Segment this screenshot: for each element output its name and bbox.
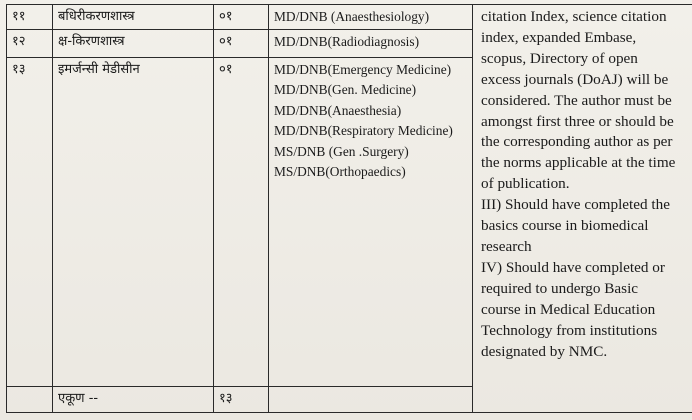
criteria-line: considered. The author must be xyxy=(481,91,672,109)
criteria-line: Technology from institutions xyxy=(481,321,658,339)
serial-number-cell xyxy=(7,386,53,412)
total-seats-cell: १३ xyxy=(214,386,269,412)
criteria-line: basics course in biomedical xyxy=(481,217,649,235)
total-label-cell: एकूण -- xyxy=(53,386,214,412)
qualification-text: MD/DNB(Respiratory Medicine) xyxy=(274,123,453,138)
qualification-text: MD/DNB(Radiodiagnosis) xyxy=(274,33,420,49)
criteria-line: designated by NMC. xyxy=(481,342,608,360)
qualification-text: MD/DNB(Gen. Medicine) xyxy=(274,82,417,97)
qualification-text: MS/DNB(Orthopaedics) xyxy=(274,164,406,179)
seats-cell: ०१ xyxy=(214,57,269,386)
criteria-line: scopus, Directory of open xyxy=(481,49,638,67)
subject-cell: बधिरीकरणशास्त्र xyxy=(53,5,214,30)
seats-cell: ०१ xyxy=(214,29,269,57)
criteria-line: of publication. xyxy=(481,175,570,193)
qualification-text: MD/DNB (Anaesthesiology) xyxy=(274,9,430,24)
criteria-line: the norms applicable at the time xyxy=(481,154,676,172)
criteria-line: research xyxy=(481,237,532,255)
criteria-line: III) Should have completed the xyxy=(481,196,670,214)
subject-cell: क्ष-किरणशास्त्र xyxy=(53,29,214,57)
seat-matrix-table xyxy=(6,4,692,413)
criteria-line: IV) Should have completed or xyxy=(481,258,665,276)
qualification-text: MD/DNB(Emergency Medicine) xyxy=(274,61,452,77)
qualification-cell xyxy=(269,386,473,412)
qualification-text: MS/DNB (Gen .Surgery) xyxy=(274,143,409,159)
qualification-cell xyxy=(269,57,473,386)
subject-cell: इमर्जन्सी मेडीसीन xyxy=(53,57,214,386)
qualification-cell xyxy=(269,29,473,57)
qualification-text: MD/DNB(Anaesthesia) xyxy=(274,102,402,118)
serial-number-cell: ११ xyxy=(7,5,53,30)
table-row xyxy=(7,5,692,30)
criteria-line: required to undergo Basic xyxy=(481,279,639,297)
criteria-line: amongst first three or should be xyxy=(481,112,674,130)
seats-cell: ०१ xyxy=(214,5,269,30)
serial-number-cell: १२ xyxy=(7,29,53,57)
criteria-line: index, expanded Embase, xyxy=(481,28,637,46)
criteria-line: the corresponding author as per xyxy=(481,133,673,151)
criteria-cell xyxy=(473,5,692,413)
criteria-line: course in Medical Education xyxy=(481,300,656,318)
criteria-line: citation Index, science citation xyxy=(481,8,667,25)
qualification-cell xyxy=(269,5,473,30)
criteria-line: excess journals (DoAJ) will be xyxy=(481,70,669,88)
serial-number-cell: १३ xyxy=(7,57,53,386)
